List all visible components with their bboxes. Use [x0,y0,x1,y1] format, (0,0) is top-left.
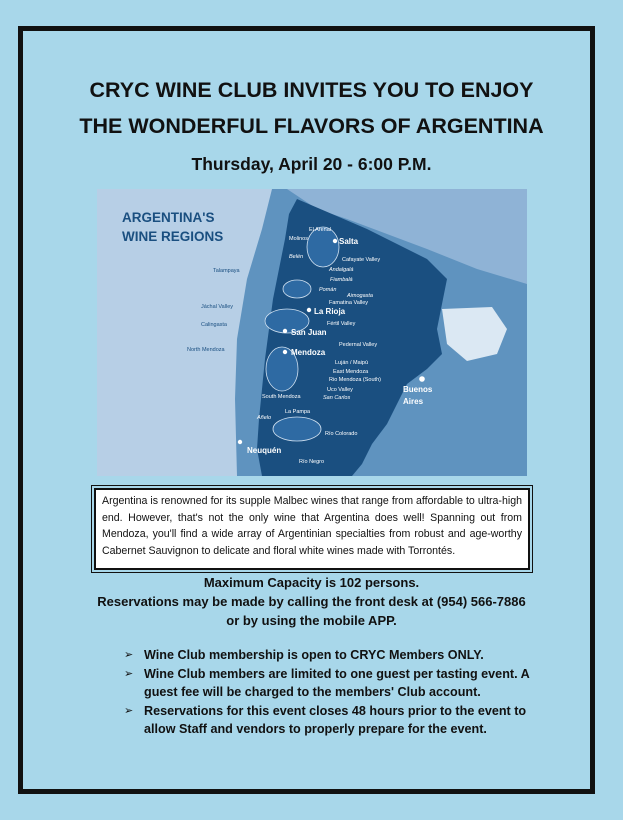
map-title-line-1: ARGENTINA'S [122,210,215,225]
title-line-1: CRYC WINE CLUB INVITES YOU TO ENJOY [89,78,534,102]
arrow-bullet-icon: ➢ [124,705,134,717]
label-east-mendoza: East Mendoza [333,369,369,375]
label-fertil: Fértil Valley [327,321,356,327]
label-talampaya: Talampaya [213,268,240,274]
label-salta: Salta [339,237,359,246]
label-el-arenal: El Arenal [309,227,332,233]
list-item [124,665,544,701]
label-lujan: Luján / Maipú [335,360,369,366]
label-buenos-aires-2: Aires [403,397,424,406]
label-poman: Pomán [319,287,337,293]
rule-text: Wine Club membership is open to CRYC Members ONLY. [144,648,484,662]
dot-salta [333,239,337,243]
label-fiambala: Fiambalá [330,277,353,283]
label-aimogasta: Aimogasta [347,293,373,299]
reservations-line-2: or by using the mobile APP. [226,613,397,628]
capacity-text: Maximum Capacity is 102 persons. [203,575,420,590]
label-neuquen: Neuquén [247,446,282,455]
region-catamarca-blob [283,280,311,298]
label-anelo: Añelo [257,415,272,421]
label-cafayate: Cafayate Valley [342,257,381,263]
label-jachal: Jáchal Valley [201,304,233,310]
label-andalgala: Andalgalá [329,267,354,273]
rules-list [124,646,544,739]
reservations-line-1: Reservations may be made by calling the front desk at (954) 566-7886 [97,594,526,609]
map-title-line-2: WINE REGIONS [122,229,224,244]
label-buenos-aires-1: Buenos [403,385,433,394]
label-famatina: Famatina Valley [329,300,369,306]
label-north-mendoza: North Mendoza [187,347,225,353]
label-calingasta: Calingasta [201,322,227,328]
title-line-2: THE WONDERFUL FLAVORS OF ARGENTINA [79,114,544,138]
dot-san-juan [283,329,287,333]
list-item [124,702,544,738]
description-box: Argentina is renowned for its supple Malbec wines that range from affordable to ultra-high end. However, that's not the only wine that Argentina does well! Spanning out from Mendoza, you'll find a wide array of Argentinian specialties from robust and age-worthy Cabernet Sauvignon to delicate and floral white wines made with Torrontés. [94,488,530,570]
label-la-pampa: La Pampa [285,409,311,415]
label-rio-negro: Río Negro [299,459,325,465]
label-uco: Uco Valley [327,387,353,393]
event-date: Thursday, April 20 - 6:00 P.M. [191,154,432,174]
rule-text: Reservations for this event closes 48 hours prior to the event to allow Staff and vendors to properly prepare for the event. [144,704,527,736]
dot-la-rioja [307,308,311,312]
dot-buenos-aires [419,376,425,382]
label-san-juan: San Juan [291,328,327,337]
region-salta-blob [307,227,339,267]
arrow-bullet-icon: ➢ [124,668,134,680]
arrow-bullet-icon: ➢ [124,649,134,661]
label-molinos: Molinos [289,236,308,242]
region-patagonia-blob [273,417,321,441]
label-san-carlos: San Carlos [323,395,351,401]
dot-neuquen [238,440,242,444]
label-la-rioja: La Rioja [314,307,346,316]
map-graphic [97,189,527,476]
label-belen: Belén [289,254,304,260]
label-mendoza: Mendoza [291,348,326,357]
label-pedernal: Pedernal Valley [339,342,378,348]
rule-text: Wine Club members are limited to one guest per tasting event. A guest fee will be charged to the members' Club account. [144,667,530,699]
wine-regions-map [97,189,527,476]
label-rio-mendoza-south: Rio Mendoza (South) [329,377,381,383]
label-south-mendoza: South Mendoza [262,394,301,400]
label-rio-colorado: Río Colorado [325,431,358,437]
list-item [124,646,544,664]
dot-mendoza [283,350,287,354]
